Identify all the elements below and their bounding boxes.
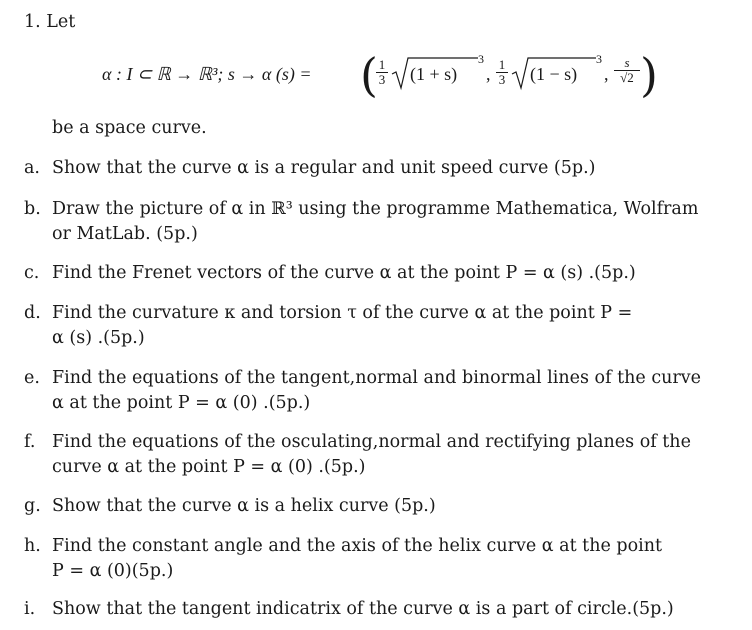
- fraction-2: [496, 58, 508, 87]
- question-text-line: or MatLab. (5p.): [52, 224, 198, 244]
- question-text: [52, 430, 722, 480]
- curve-formula: [102, 48, 662, 108]
- fraction-2-numerator: 1: [498, 57, 506, 72]
- question-label: d.: [24, 303, 41, 323]
- question-text: [52, 261, 722, 286]
- question-item: [24, 534, 663, 581]
- question-text-line: Find the equations of the tangent,normal and binormal lines of the curve: [52, 368, 702, 388]
- fraction-3-denominator: √2: [620, 70, 634, 85]
- question-label: i.: [24, 599, 36, 619]
- sqrt-2-radicand: (1 − s): [530, 64, 578, 84]
- sqrt-2: [512, 56, 596, 90]
- question-label: a.: [24, 158, 40, 178]
- question-text: [52, 156, 722, 181]
- question-text: [52, 534, 722, 584]
- exp-1: 3: [478, 52, 484, 66]
- exp-2: 3: [596, 52, 602, 66]
- question-text-line: Find the Frenet vectors of the curve α at the point P = α (s) .(5p.): [52, 263, 636, 283]
- formula-lhs: α : I ⊂ ℝ → ℝ³; s → α (s) =: [102, 64, 312, 84]
- question-text: [52, 597, 722, 622]
- question-item: [24, 494, 436, 519]
- question-label: g.: [24, 496, 41, 516]
- question-text-line: Show that the tangent indicatrix of the curve α is a part of circle.(5p.): [52, 599, 674, 619]
- question-label: e.: [24, 368, 40, 388]
- sqrt-1-radicand: (1 + s): [410, 64, 458, 84]
- question-item: [24, 366, 702, 413]
- problem-heading: 1. Let: [24, 12, 76, 32]
- question-text-line: Find the constant angle and the axis of the helix curve α at the point: [52, 536, 663, 556]
- question-text: [52, 301, 722, 351]
- after-formula-text: be a space curve.: [52, 118, 207, 138]
- question-text: [52, 366, 722, 416]
- question-text-line: Show that the curve α is a regular and unit speed curve (5p.): [52, 158, 596, 178]
- question-item: [24, 597, 674, 622]
- question-text-line: α at the point P = α (0) .(5p.): [52, 393, 311, 413]
- question-text-line: curve α at the point P = α (0) .(5p.): [52, 457, 366, 477]
- question-text: [52, 494, 722, 519]
- fraction-2-denominator: 3: [498, 72, 506, 87]
- question-item: [24, 301, 633, 348]
- fraction-3: [614, 56, 640, 85]
- question-label: b.: [24, 199, 41, 219]
- question-label: f.: [24, 432, 36, 452]
- question-text-line: Find the curvature κ and torsion τ of the curve α at the point P =: [52, 303, 633, 323]
- question-item: [24, 197, 699, 244]
- question-label: c.: [24, 263, 40, 283]
- question-label: h.: [24, 536, 41, 556]
- question-text: [52, 197, 722, 247]
- question-text-line: Show that the curve α is a helix curve (5p.): [52, 496, 436, 516]
- fraction-1: [376, 58, 388, 87]
- question-text-line: α (s) .(5p.): [52, 328, 145, 348]
- left-paren: (: [360, 48, 378, 102]
- fraction-3-numerator: s: [624, 55, 630, 70]
- sqrt-1: [392, 56, 478, 90]
- question-text-line: Draw the picture of α in ℝ³ using the programme Mathematica, Wolfram: [52, 199, 699, 219]
- question-text-line: P = α (0)(5p.): [52, 561, 174, 581]
- comma-2: ,: [604, 64, 609, 84]
- fraction-1-denominator: 3: [378, 72, 386, 87]
- comma-1: ,: [486, 64, 491, 84]
- question-text-line: Find the equations of the osculating,normal and rectifying planes of the: [52, 432, 691, 452]
- question-item: [24, 261, 636, 286]
- question-item: [24, 430, 691, 477]
- question-item: [24, 156, 596, 181]
- fraction-1-numerator: 1: [378, 57, 386, 72]
- right-paren: ): [640, 48, 658, 102]
